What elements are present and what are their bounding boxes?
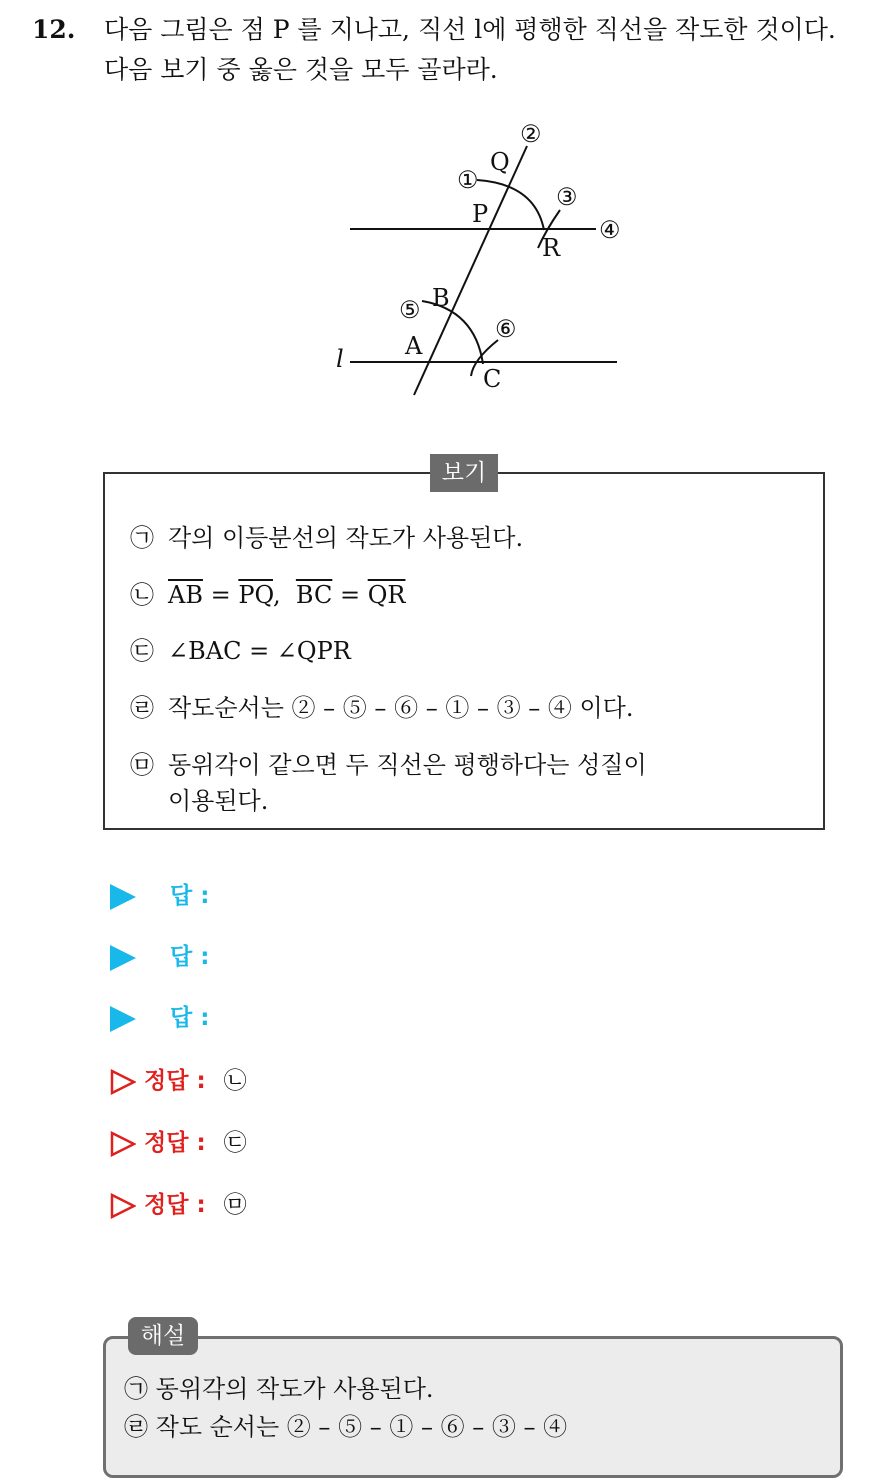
label-q: Q xyxy=(490,148,510,176)
segment-pq: $\overline{PQ}$ xyxy=(238,581,273,609)
bogi-item-5 xyxy=(130,747,647,783)
answer-label: 답 : xyxy=(170,1005,210,1031)
bogi-mark: ㉤ xyxy=(130,751,154,779)
label-circ-2: ② xyxy=(520,120,542,148)
correct-row-1 xyxy=(110,1063,247,1099)
label-circ-1: ① xyxy=(457,166,479,194)
play-triangle-icon xyxy=(110,884,136,910)
label-r: R xyxy=(542,234,561,262)
segment-ab: $\overline{AB}$ xyxy=(168,581,203,609)
label-circ-5: ⑤ xyxy=(399,296,421,324)
question-text xyxy=(104,10,884,90)
play-triangle-icon xyxy=(110,1006,136,1032)
bogi-text: ∠BAC = ∠QPR xyxy=(168,637,351,665)
explanation-line-2: ㉣ 작도 순서는 ② – ⑤ – ① – ⑥ – ③ – ④ xyxy=(124,1413,568,1441)
label-p: P xyxy=(472,200,489,228)
correct-row-2 xyxy=(110,1125,247,1161)
question-line-1: 다음 그림은 점 P 를 지나고, 직선 l에 평행한 직선을 작도한 것이다. xyxy=(104,15,836,44)
segment-bc: $\overline{BC}$ xyxy=(295,581,333,609)
outline-triangle-icon xyxy=(110,1131,136,1157)
answer-row-3[interactable] xyxy=(110,1000,209,1036)
answer-label: 답 : xyxy=(170,883,210,909)
label-l: l xyxy=(336,345,344,373)
bogi-title: 보기 xyxy=(430,454,498,492)
transversal-line xyxy=(414,146,527,395)
correct-row-3 xyxy=(110,1187,247,1223)
bogi-mark: ㉣ xyxy=(130,694,154,722)
segment-qr: $\overline{QR}$ xyxy=(367,581,406,609)
question-line-2: 다음 보기 중 옳은 것을 모두 골라라. xyxy=(104,55,498,84)
bogi-item-4 xyxy=(130,690,633,726)
label-a: A xyxy=(405,332,423,360)
bogi-text: 이용된다. xyxy=(168,787,269,815)
label-c: C xyxy=(483,365,502,393)
separator: , xyxy=(272,581,296,609)
explanation-line-1: ㉠ 동위각의 작도가 사용된다. xyxy=(124,1375,434,1403)
correct-value: ㉢ xyxy=(223,1130,247,1156)
label-circ-4: ④ xyxy=(599,216,621,244)
bogi-mark: ㉠ xyxy=(130,524,154,552)
outline-triangle-icon xyxy=(110,1193,136,1219)
correct-label: 정답 : xyxy=(144,1068,206,1094)
label-b: B xyxy=(432,284,450,312)
bogi-text: 동위각이 같으면 두 직선은 평행하다는 성질이 xyxy=(168,751,647,779)
bogi-item-2 xyxy=(130,577,405,613)
correct-value: ㉡ xyxy=(223,1068,247,1094)
answer-row-2[interactable] xyxy=(110,939,209,975)
label-circ-3: ③ xyxy=(556,183,578,211)
bogi-text: 각의 이등분선의 작도가 사용된다. xyxy=(168,524,524,552)
correct-label: 정답 : xyxy=(144,1130,206,1156)
equals-sign: = xyxy=(332,581,368,609)
play-triangle-icon xyxy=(110,945,136,971)
bogi-mark: ㉢ xyxy=(130,637,154,665)
bogi-mark: ㉡ xyxy=(130,581,154,609)
equals-sign: = xyxy=(202,581,239,609)
answer-label: 답 : xyxy=(170,944,210,970)
arc-3 xyxy=(538,210,560,248)
correct-value: ㉤ xyxy=(223,1192,247,1218)
bogi-item-1 xyxy=(130,520,523,556)
arc-6 xyxy=(471,340,498,376)
explanation-box xyxy=(103,1336,843,1478)
outline-triangle-icon xyxy=(110,1069,136,1095)
explanation-title: 해설 xyxy=(128,1317,198,1355)
arc-1 xyxy=(477,180,544,230)
bogi-item-3 xyxy=(130,633,351,669)
question-number: 12. xyxy=(32,15,76,44)
label-circ-6: ⑥ xyxy=(495,315,517,343)
bogi-text: 작도순서는 ② – ⑤ – ⑥ – ① – ③ – ④ 이다. xyxy=(168,694,634,722)
arc-5 xyxy=(422,301,483,364)
bogi-item-5-continued xyxy=(168,783,268,819)
answer-row-1[interactable] xyxy=(110,878,209,914)
correct-label: 정답 : xyxy=(144,1192,206,1218)
